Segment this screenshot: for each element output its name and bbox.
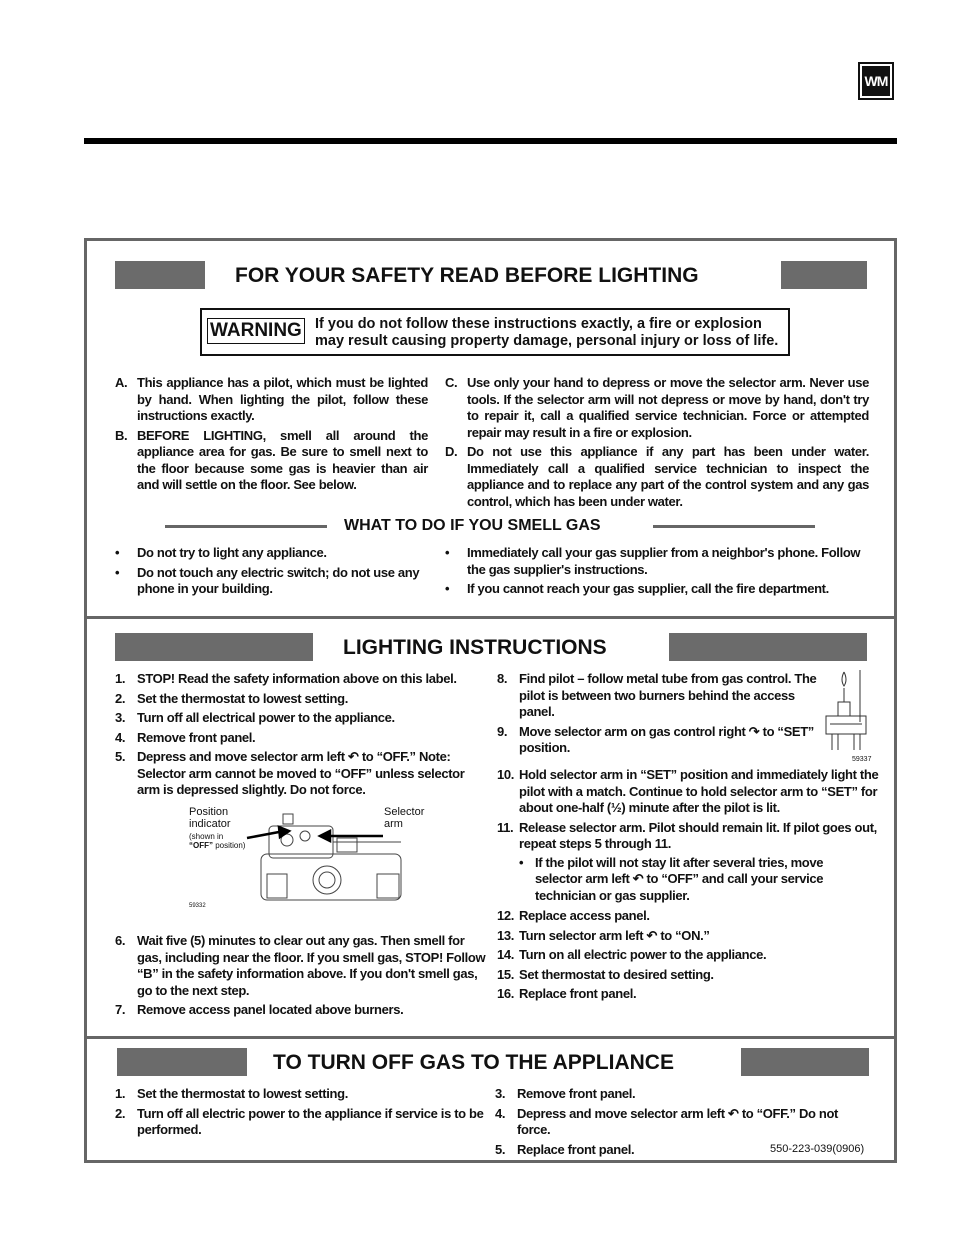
- sub-bullet: [497, 855, 869, 905]
- list-marker: 1.: [115, 1086, 126, 1101]
- list-marker: 8.: [497, 671, 508, 686]
- list-item: [115, 671, 487, 688]
- list-item: [445, 444, 869, 510]
- list-text: Release selector arm. Pilot should remain lit. If pilot goes out, repeat steps 5 through 11.: [519, 819, 877, 851]
- list-marker: C.: [445, 375, 458, 390]
- lighting-left-col: [115, 671, 487, 802]
- list-item: [115, 749, 487, 799]
- shown-in-label: (shown in: [189, 832, 224, 841]
- list-text: Replace access panel.: [519, 908, 650, 923]
- list-item: [497, 671, 817, 721]
- list-marker: 5.: [495, 1141, 506, 1157]
- pilot-drawing: [822, 666, 874, 766]
- list-text: Remove front panel.: [517, 1086, 636, 1101]
- safety-left-col: [115, 375, 428, 497]
- list-marker: 12.: [497, 908, 515, 923]
- list-text: Depress and move selector arm left ↶ to “OFF.” Do not force.: [517, 1105, 839, 1137]
- list-item: [445, 545, 869, 578]
- smell-rule-left: [165, 525, 327, 528]
- list-marker: D.: [445, 444, 458, 459]
- lighting-header: LIGHTING INSTRUCTIONS: [343, 636, 607, 659]
- list-text: Depress and move selector arm left ↶ to “OFF.” Note: Selector arm cannot be moved to “OFF” unless selector arm is depressed slightly. Do not force.: [137, 749, 465, 797]
- list-text: If you cannot reach your gas supplier, call the fire department.: [467, 581, 829, 596]
- list-marker: 4.: [115, 729, 126, 745]
- list-text: Replace front panel.: [517, 1141, 635, 1157]
- list-text: Turn on all electric power to the appliance.: [519, 947, 767, 962]
- logo-mark: WM: [862, 66, 890, 96]
- list-text: Remove access panel located above burners.: [137, 1002, 404, 1017]
- list-item: [445, 581, 869, 598]
- smell-rule-right: [653, 525, 815, 528]
- list-marker: •: [115, 564, 120, 580]
- selector-arm-label: Selector arm: [384, 806, 425, 830]
- list-item: [497, 820, 891, 853]
- list-text: Use only your hand to depress or move the selector arm. Never use tools. If the selector arm will not depress or move by hand, don't try to repair it, call a qualified service technician. Force or attempted repair may result in a fire or explosion.: [467, 375, 869, 440]
- figure-number-1: 59332: [189, 903, 206, 909]
- list-text: Turn selector arm left ↶ to “ON.”: [519, 927, 710, 943]
- list-text: Wait five (5) minutes to clear out any gas. Then smell for gas, including near the floor. If you smell gas, STOP! Follow “B” in the safety information above. If you don't smell gas, go to the next step.: [137, 933, 486, 998]
- list-item: [115, 933, 487, 999]
- list-marker: 5.: [115, 749, 126, 764]
- list-marker: 16.: [497, 986, 515, 1001]
- sub-bullet-text: If the pilot will not stay lit after several tries, move selector arm left ↶ to “OFF” and call your service technician or gas supplier.: [535, 854, 824, 903]
- list-text: Move selector arm on gas control right ↷ to “SET” position.: [519, 723, 814, 755]
- list-item: [115, 1106, 487, 1139]
- turnoff-bar-right: [741, 1048, 869, 1076]
- pilot-figure: [822, 666, 874, 766]
- list-text: Immediately call your gas supplier from a neighbor's phone. Follow the gas supplier's instructions.: [467, 545, 861, 577]
- section-divider-2: [87, 1036, 894, 1039]
- turnoff-header: TO TURN OFF GAS TO THE APPLIANCE: [273, 1051, 674, 1074]
- figure-number-2: 59337: [852, 756, 872, 763]
- list-marker: 9.: [497, 723, 508, 739]
- list-text: Do not use this appliance if any part has been under water. Immediately call a qualified service technician to inspect the appliance and to replace any part of the control system and any gas control, which has been under water.: [467, 444, 869, 509]
- list-text: Replace front panel.: [519, 986, 637, 1001]
- warning-label: WARNING: [207, 318, 305, 344]
- lighting-right-col-b: [497, 767, 879, 1006]
- smell-left-col: [115, 545, 428, 601]
- list-marker: 15.: [497, 966, 515, 982]
- warning-box: [200, 308, 790, 356]
- list-text: Do not try to light any appliance.: [137, 545, 327, 560]
- list-marker: 1.: [115, 671, 126, 686]
- list-item: [497, 908, 869, 925]
- list-text: Remove front panel.: [137, 729, 256, 745]
- gas-control-figure: [187, 806, 507, 916]
- list-marker: 7.: [115, 1002, 126, 1017]
- list-marker: A.: [115, 375, 128, 390]
- company-logo: [858, 62, 894, 100]
- safety-label: [84, 238, 897, 1163]
- list-item: [115, 691, 487, 708]
- smell-right-col: [445, 545, 869, 601]
- list-item: [115, 1002, 487, 1019]
- section-divider-1: [87, 616, 894, 619]
- list-item: [497, 724, 817, 757]
- list-text: STOP! Read the safety information above on this label.: [137, 671, 457, 686]
- header-bar-right: [781, 261, 867, 289]
- list-text: This appliance has a pilot, which must be lighted by hand. When lighting the pilot, follow these instructions exactly.: [137, 375, 428, 423]
- list-marker: 4.: [495, 1105, 506, 1121]
- list-item: [445, 375, 869, 441]
- list-text: Set thermostat to desired setting.: [519, 966, 714, 982]
- list-item: [497, 986, 869, 1003]
- list-item: [497, 967, 869, 984]
- smell-header: WHAT TO DO IF YOU SMELL GAS: [344, 517, 601, 534]
- list-marker: 11.: [497, 819, 514, 835]
- list-text: Turn off all electric power to the appliance if service is to be performed.: [137, 1105, 484, 1137]
- list-marker: B.: [115, 427, 128, 443]
- header-bar-left: [115, 261, 205, 289]
- list-marker: •: [445, 545, 450, 560]
- list-item: [497, 767, 891, 817]
- header-rule: [84, 138, 897, 144]
- list-item: [497, 928, 869, 945]
- off-position-label: “OFF” position): [189, 841, 246, 850]
- lighting-left-col-2: [115, 933, 487, 1022]
- turnoff-bar-left: [117, 1048, 247, 1076]
- list-marker: 6.: [115, 933, 126, 948]
- list-item: [115, 730, 487, 747]
- list-text: Hold selector arm in “SET” position and immediately light the pilot with a match. Continue to hold selector arm to “SET” for about one-half (½) minute after the pilot is lit.: [519, 767, 879, 815]
- list-text: Turn off all electrical power to the appliance.: [137, 710, 395, 725]
- list-marker: 14.: [497, 947, 515, 962]
- safety-header: FOR YOUR SAFETY READ BEFORE LIGHTING: [235, 264, 699, 287]
- part-number: 550-223-039(0906): [770, 1143, 865, 1155]
- list-item: [115, 545, 428, 562]
- list-marker: 3.: [495, 1086, 506, 1101]
- list-marker: 2.: [115, 690, 126, 706]
- list-item: [495, 1086, 869, 1103]
- list-marker: 10.: [497, 767, 515, 782]
- list-marker: •: [115, 545, 120, 560]
- list-marker: •: [445, 581, 450, 596]
- warning-text: If you do not follow these instructions exactly, a fire or explosion may result causing property damage, personal injury or loss of life.: [315, 316, 779, 349]
- list-item: [115, 428, 428, 494]
- list-text: BEFORE LIGHTING, smell all around the appliance area for gas. Be sure to smell next to the floor because some gas is heavier than air and will settle on the floor. See below.: [137, 427, 428, 492]
- list-item: [495, 1106, 869, 1139]
- safety-right-col: [445, 375, 869, 513]
- list-item: [497, 947, 869, 964]
- lighting-right-col: [497, 671, 869, 760]
- list-text: Set the thermostat to lowest setting.: [137, 1086, 348, 1101]
- list-item: [115, 375, 428, 425]
- list-marker: 13.: [497, 927, 515, 943]
- lighting-bar-left: [115, 633, 313, 661]
- position-indicator-caption: [189, 806, 259, 850]
- lighting-bar-right: [669, 633, 867, 661]
- list-text: Find pilot – follow metal tube from gas control. The pilot is between two burners behind the access panel.: [519, 671, 817, 719]
- turnoff-left-col: [115, 1086, 487, 1142]
- list-item: [115, 565, 428, 598]
- list-item: [115, 1086, 487, 1103]
- list-text: Do not touch any electric switch; do not use any phone in your building.: [137, 564, 420, 596]
- list-marker: 3.: [115, 710, 126, 725]
- list-item: [115, 710, 487, 727]
- list-text: Set the thermostat to lowest setting.: [137, 690, 348, 706]
- list-marker: 2.: [115, 1105, 126, 1121]
- sub-bullet-mark: •: [519, 854, 524, 870]
- position-indicator-label: Position indicator: [189, 806, 231, 830]
